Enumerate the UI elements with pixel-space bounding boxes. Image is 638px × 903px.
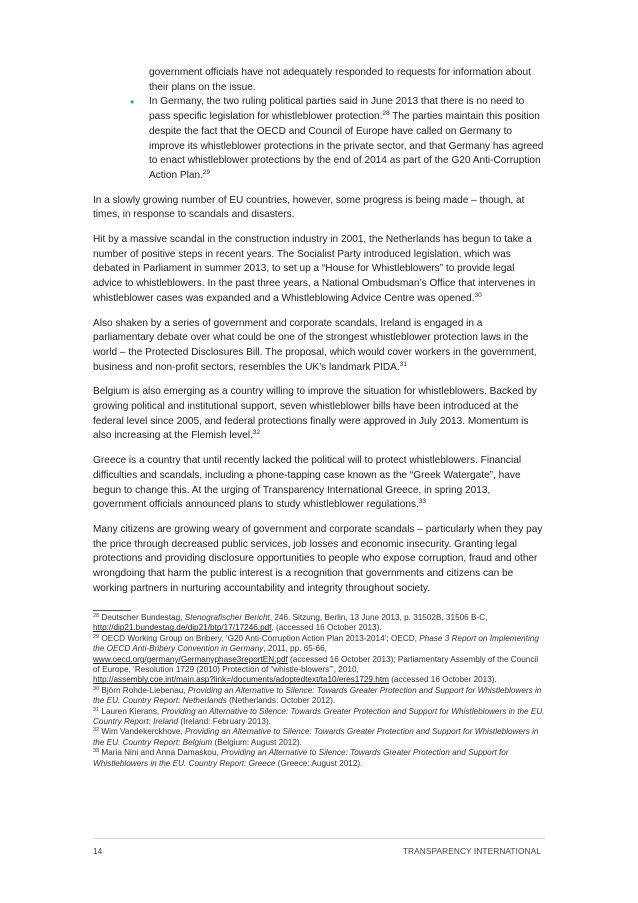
paragraph-text: Many citizens are growing weary of government and corporate scandals – particularly when they pay the price through decreased public services, job losses and economic insecurity. Granting legal protections and providing disclosure opportunities to people who expose corruption, fraud and other wrongdoing that harm the public interest is a recognition that governments and citizens can be working partners in nurturing accountability and integrity throughout society.	[93, 523, 543, 594]
footnotes	[93, 613, 545, 769]
footnote-link[interactable]: www.oecd.org/germany/Germanyphase3reportEN.pdf	[93, 654, 288, 664]
footnote-number: 33	[93, 748, 100, 755]
footnote-ref[interactable]: 33	[418, 498, 427, 506]
paragraph	[93, 194, 545, 223]
footnote-number: 28	[93, 613, 100, 619]
footnote-number: 31	[93, 706, 100, 713]
paragraph	[93, 233, 545, 307]
footnote-number: 30	[93, 685, 100, 692]
bullet-icon: •	[130, 95, 135, 110]
footnote-title: Providing an Alternative to Silence: Towards Greater Protection and Support for Whistleblowers in the EU. Country Report: Netherlands	[93, 685, 542, 706]
footnote-text: (Belgium: August 2012).	[212, 737, 302, 747]
footnote-text: Björn Rohde-Liebenau,	[99, 685, 188, 695]
footnote-33	[93, 748, 545, 769]
footnote-text: Wim Vandekerckhove,	[99, 727, 185, 737]
footnote-title: Providing an Alternative to Silence: Towards Greater Protection and Support for Whistleblowers in the EU. Country Report: Belgium	[93, 727, 539, 747]
paragraph	[93, 454, 545, 513]
footnote-ref[interactable]: 29	[202, 168, 211, 176]
footnote-ref[interactable]: 32	[252, 429, 261, 437]
footnote-number: 32	[93, 727, 100, 734]
footnote-text: OECD Working Group on Bribery, ‘G20 Anti-Corruption Action Plan 2013-2014’; OECD,	[99, 633, 420, 643]
bullet-item-germany	[130, 95, 545, 183]
bullet-continuation: government officials have not adequately responded to requests for information about their plans on the issue.	[149, 67, 531, 93]
footnote-30	[93, 686, 545, 707]
footnote-link[interactable]: http://assembly.coe.int/main.asp?link=/documents/adoptedtext/ta10/eres1729.htm	[93, 675, 389, 685]
footnote-29	[93, 634, 545, 686]
footnote-ref[interactable]: 28	[382, 110, 390, 118]
bullet-text: In Germany, the two ruling political parties said in June 2013 that there is no need to pass specific legislation for whistleblower protection.	[149, 96, 525, 123]
footnote-title: Stenografischer Bericht	[184, 613, 270, 622]
footer-divider	[93, 838, 545, 839]
footnote-number: 29	[93, 633, 100, 640]
paragraph-text: Hit by a massive scandal in the construction industry in 2001, the Netherlands has begun to take a number of positive steps in recent years. The Socialist Party introduced legislation, which was debated in Parliament in summer 2013, to set up a “House for Whistleblowers” to provide legal advice to whistleblowers. In the past three years, a National Ombudsman’s Office that intervenes in whistleblower cases was expanded and a Whistleblowing Advice Centre was opened.	[93, 234, 536, 304]
bullet-text-cont: The parties maintain this position despite the fact that the OECD and Council of Europe have called on Germany to improve its whistleblower protections in the private sector, and that Germany has agreed to enact whistleblower protections by the end of 2014 as part of the G20 Anti-Corruption Action Plan.	[149, 111, 544, 181]
footnote-title: Phase 3 Report on Implementing the OECD Anti-Bribery Convention in Germany	[93, 633, 539, 654]
footer-organization: TRANSPARENCY INTERNATIONAL	[402, 846, 541, 856]
paragraph-text: Also shaken by a series of government and corporate scandals, Ireland is engaged in a parliamentary debate over what could be one of the strongest whistleblower protection laws in the world – the Protected Disclosures Bill. The proposal, which would cover workers in the government, business and non-profit sectors, resembles the UK’s landmark PIDA.	[93, 317, 537, 373]
footnote-link[interactable]: http://dip21.bundestag.de/dip21/btp/17/17246.pdf	[93, 623, 272, 633]
footnote-text: (Netherlands: October 2012).	[226, 696, 336, 706]
footnote-title: Providing an Alternative to Silence: Towards Greater Protection and Support for Whistleblowers in the EU. Country Report: Greece	[93, 748, 509, 768]
footnote-text: Maria Nini and Anna Damaskou,	[99, 748, 222, 758]
footnote-text: , 2011, pp. 65-66,	[263, 644, 327, 654]
paragraph-text: Greece is a country that until recently lacked the political will to protect whistleblowers. Financial difficulties and scandals, including a phone-tapping case known as the “Greek Watergate”, have begun to change this. At the urging of Transparency International Greece, in spring 2013, government officials announced plans to study whistleblower regulations.	[93, 455, 522, 511]
footnote-ref[interactable]: 31	[399, 360, 407, 368]
paragraph-text: In a slowly growing number of EU countries, however, some progress is being made – though, at times, in response to scandals and disasters.	[93, 194, 525, 221]
footnote-text: (accessed 16 October 2013); Parliamentary Assembly of the Council of Europe, ‘Resolution 1729 (2010) Protection of “whistle-blowers”’, 2010,	[93, 654, 539, 675]
paragraph	[93, 385, 545, 444]
footnote-text: (Ireland: February 2013).	[178, 717, 271, 727]
footnote-ref[interactable]: 30	[474, 291, 482, 299]
footnote-text: (Greece: August 2012).	[275, 758, 363, 768]
footnote-text: (accessed 16 October 2013).	[388, 675, 497, 685]
footnote-31	[93, 707, 545, 728]
footnote-text: , (accessed 16 October 2013).	[271, 623, 382, 633]
footnote-text: Lauren Kierans,	[99, 706, 162, 716]
footnote-text: Deutscher Bundestag,	[99, 613, 185, 622]
footnote-28	[93, 613, 545, 634]
paragraph-text: Belgium is also emerging as a country willing to improve the situation for whistleblowers. Backed by growing political and institutional support, seven whistleblower bills have been introduced at the federal level since 2005, and federal protections finally were approved in July 2013. Momentum is also increasing at the Flemish level.	[93, 386, 537, 442]
paragraph	[93, 317, 545, 376]
footnote-32	[93, 727, 545, 748]
footnote-divider	[93, 610, 131, 611]
footnote-text: , 246. Sitzung, Berlin, 13 June 2013, p. 31502B, 31506 B-C,	[269, 613, 488, 622]
page-number: 14	[93, 846, 103, 856]
footnote-title: Providing an Alternative to Silence: Towards Greater Protection and Support for Whistleblowers in the EU. Country Report: Ireland	[93, 706, 545, 727]
paragraph	[93, 523, 545, 597]
main-text	[93, 66, 545, 607]
